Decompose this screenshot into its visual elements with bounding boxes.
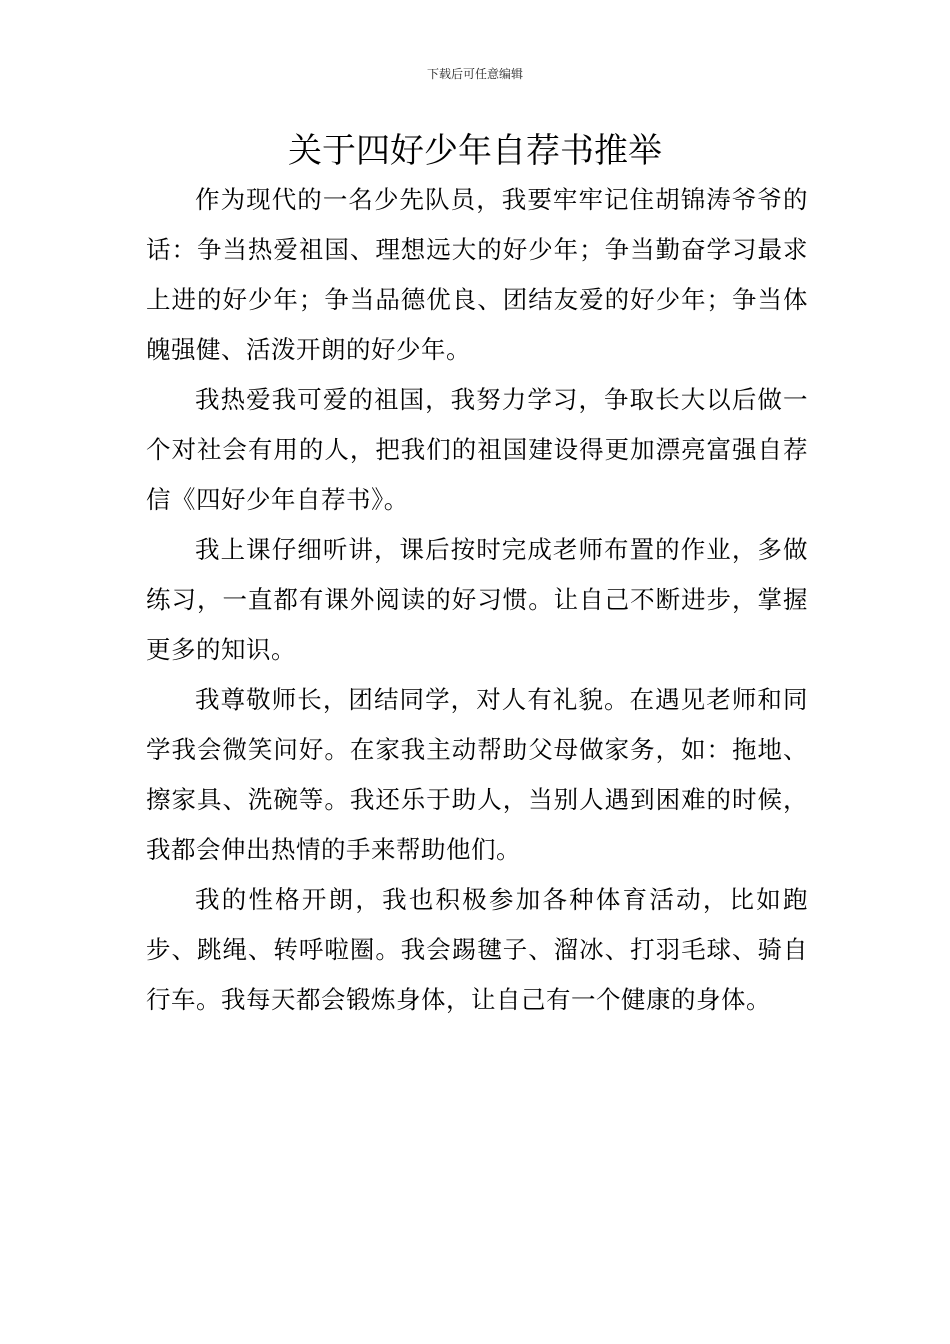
header-note: 下载后可任意编辑 bbox=[426, 67, 523, 81]
paragraph: 我的性格开朗，我也积极参加各种体育活动，比如跑步、跳绳、转呼啦圈。我会踢毽子、溜冰、打羽毛球、骑自行车。我每天都会锻炼身体，让自己有一个健康的身体。 bbox=[146, 885, 808, 1014]
paragraph: 我尊敬师长，团结同学，对人有礼貌。在遇见老师和同学我会微笑问好。在家我主动帮助父母做家务，如：拖地、擦家具、洗碗等。我还乐于助人，当别人遇到困难的时候，我都会伸出热情的手来帮助他们。 bbox=[146, 685, 808, 864]
document-body bbox=[146, 175, 808, 1025]
paragraph: 我上课仔细听讲，课后按时完成老师布置的作业，多做练习，一直都有课外阅读的好习惯。让自己不断进步，掌握更多的知识。 bbox=[146, 535, 808, 664]
document-title: 关于四好少年自荐书推举 bbox=[288, 131, 662, 171]
paragraph: 我热爱我可爱的祖国，我努力学习，争取长大以后做一个对社会有用的人，把我们的祖国建设得更加漂亮富强自荐信《四好少年自荐书》。 bbox=[146, 385, 808, 514]
paragraph: 作为现代的一名少先队员，我要牢牢记住胡锦涛爷爷的话：争当热爱祖国、理想远大的好少年；争当勤奋学习最求上进的好少年；争当品德优良、团结友爱的好少年；争当体魄强健、活泼开朗的好少年。 bbox=[146, 185, 808, 364]
